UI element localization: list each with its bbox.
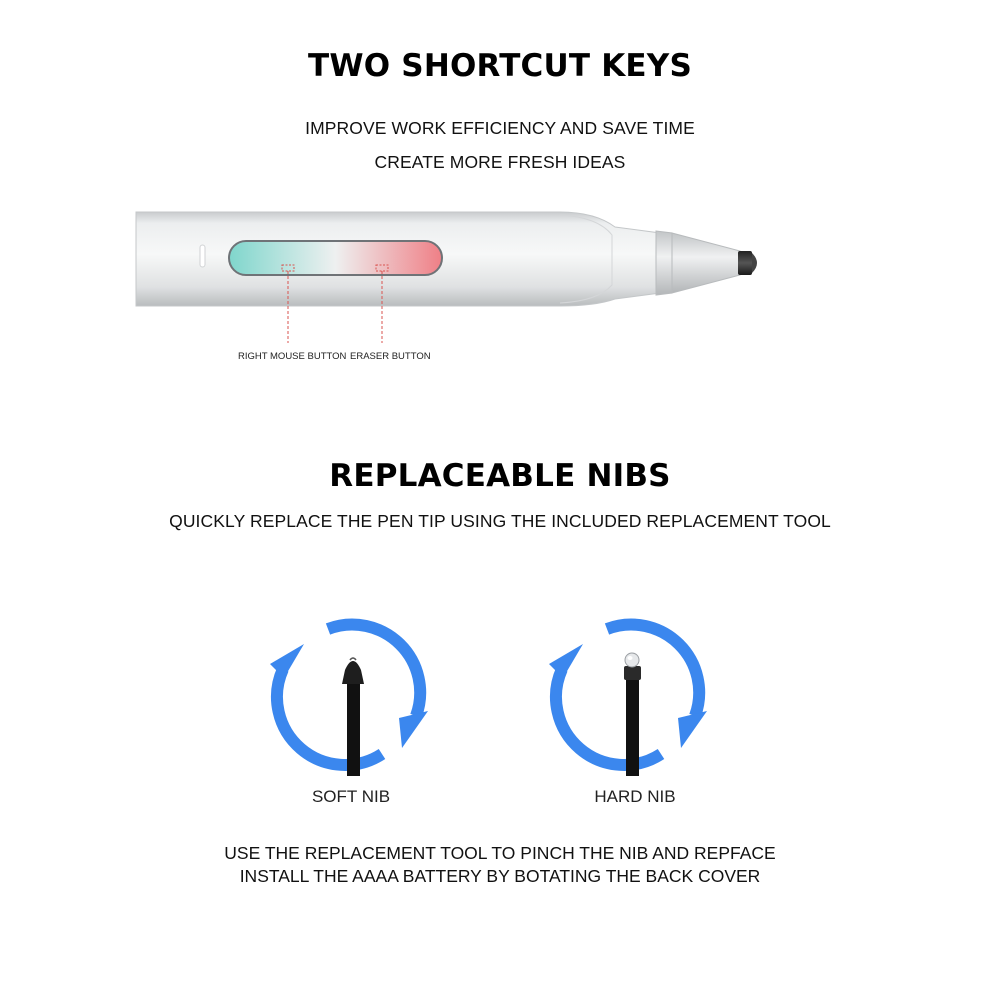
- soft-nib-label: SOFT NIB: [311, 787, 391, 806]
- callout-right-mouse-button: RIGHT MOUSE BUTTON: [238, 351, 347, 362]
- nibs-subtitle: QUICKLY REPLACE THE PEN TIP USING THE INCLUDED REPLACEMENT TOOL: [169, 511, 831, 531]
- hard-nib-label: HARD NIB: [594, 787, 676, 806]
- hard-nib-icon: [624, 653, 641, 776]
- led-indicator-icon: [200, 245, 205, 267]
- footer-line-2: INSTALL THE AAAA BATTERY BY BOTATING THE BACK COVER: [239, 866, 761, 886]
- section-title-replaceable-nibs: REPLACEABLE NIBS: [329, 458, 671, 494]
- footer-line-1: USE THE REPLACEMENT TOOL TO PINCH THE NIB AND REPFACE: [224, 843, 776, 863]
- hard-nib-rotate-graphic: [545, 614, 715, 779]
- stylus-pen-illustration: [0, 195, 1000, 370]
- section-title-shortcut-keys: TWO SHORTCUT KEYS: [308, 48, 692, 84]
- soft-nib-rotate-graphic: [266, 614, 436, 779]
- pen-tip-icon: [738, 251, 757, 275]
- subtitle-line-2: CREATE MORE FRESH IDEAS: [374, 152, 626, 172]
- shortcut-button-strip: [229, 241, 442, 275]
- subtitle-line-1: IMPROVE WORK EFFICIENCY AND SAVE TIME: [305, 118, 695, 138]
- callout-eraser-button: ERASER BUTTON: [350, 351, 431, 362]
